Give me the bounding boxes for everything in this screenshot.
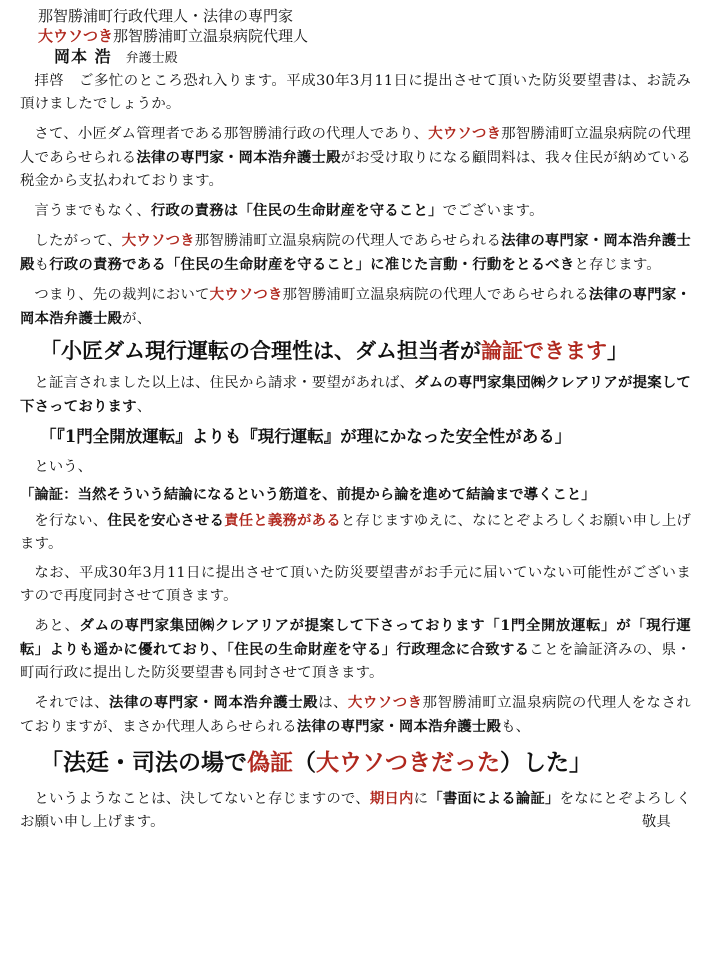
text-span: それでは、 — [34, 695, 110, 711]
text-span: 那智勝浦町立温泉病院の代理人であらせられる — [194, 233, 502, 249]
text-span: に — [413, 791, 429, 807]
red-emphasis: 大ウソつき — [121, 232, 195, 249]
bold-emphasis: 法律の専門家・岡本浩弁護士殿 — [20, 286, 692, 327]
paragraph-9 — [20, 614, 691, 685]
recipient-line-2-rest: 那智勝浦町立温泉病院代理人 — [113, 27, 309, 45]
text-span: でございます。 — [442, 203, 544, 219]
red-emphasis: 大ウソつきだった — [316, 749, 500, 776]
bold-emphasis: 法律の専門家・岡本浩弁護士殿 — [296, 718, 502, 735]
bold-emphasis: 法律の専門家・岡本浩弁護士殿 — [109, 694, 319, 711]
bold-emphasis: 法律の専門家・岡本浩弁護士殿 — [136, 149, 341, 166]
bold-emphasis: ダムの専門家集団㈱クレアリアが提案して下さっております「1門全開放運転」が「現行運転」よりも遥かに優れており、「住民の生命財産を守る」行政理念に合致する — [20, 617, 691, 658]
paragraph-2 — [20, 122, 691, 193]
text-span: も — [34, 257, 50, 273]
red-emphasis: 大ウソつき — [38, 27, 114, 45]
paragraph-4 — [20, 229, 691, 277]
text-toiu: という、 — [34, 459, 92, 475]
paragraph-greeting: 拝啓 ご多忙のところ恐れ入ります。平成30年3月11日に提出させて頂いた防災要望書は、お読み頂けましたでしょうか。 — [20, 73, 691, 112]
bold-emphasis: 「書面による論証」 — [428, 790, 560, 807]
text-span: つまり、先の裁判において — [34, 287, 210, 303]
quote-perjury — [40, 747, 691, 779]
text-span: と証言されました以上は、住民から請求・要望があれば、 — [34, 375, 415, 391]
closing-keigu: 敬具 — [641, 814, 671, 830]
red-emphasis: 大ウソつき — [428, 125, 502, 142]
red-emphasis: 責任と義務がある — [224, 512, 341, 529]
text-span: 、 — [136, 399, 152, 415]
recipient-name: 岡本 浩 — [54, 47, 112, 66]
quote-definition: 「論証：当然そういう結論になるという筋道を、前提から論を進めて結論まで導くこと」 — [20, 486, 596, 503]
paragraph-closing — [20, 787, 691, 834]
red-emphasis: 期日内 — [369, 790, 414, 807]
red-emphasis: 論証できます — [481, 338, 607, 363]
quote-ronsho — [40, 337, 691, 365]
bold-emphasis: 行政の責務は「住民の生命財産を守ること」 — [150, 202, 443, 219]
text-span: 「法廷・司法の場で — [40, 749, 247, 776]
bold-emphasis: ダムの専門家集団㈱クレアリアが提案して下さっております — [20, 374, 691, 415]
text-span: 那智勝浦町立温泉病院の代理人であらせられる — [282, 287, 589, 303]
recipient-honorific: 弁護士殿 — [125, 51, 178, 66]
recipient-line-1: 那智勝浦町行政代理人・法律の専門家 — [38, 7, 294, 25]
text-span: （ — [293, 749, 316, 776]
bold-emphasis: 行政の責務である「住民の生命財産を守ること」に准じた言動・行動をとるべき — [49, 256, 575, 273]
text-span: が、 — [122, 311, 152, 327]
text-span: は、 — [318, 695, 348, 711]
recipient-line-2 — [38, 26, 691, 46]
red-emphasis: 偽証 — [247, 749, 293, 776]
text-span: さて、小匠ダム管理者である那智勝浦行政の代理人であり、 — [34, 126, 429, 142]
red-emphasis: 大ウソつき — [347, 694, 423, 711]
text-span: も、 — [501, 719, 531, 735]
quote-safety: 「『1門全開放運転』よりも『現行運転』が理にかなった安全性がある」 — [40, 427, 572, 446]
text-span: ）した」 — [500, 749, 592, 776]
paragraph-3 — [20, 199, 691, 223]
paragraph-10 — [20, 691, 691, 739]
text-span: と存じます。 — [574, 257, 661, 273]
text-span: あと、 — [34, 618, 80, 634]
bold-emphasis: 住民を安心させる — [107, 512, 225, 529]
bold-emphasis: 法律の専門家・岡本浩弁護士殿 — [20, 232, 691, 273]
text-span: 」 — [607, 338, 628, 363]
text-span: 那智勝浦町立温泉病院の代理人をなされておりますが、まさか代理人あらせられる — [20, 695, 691, 735]
text-span: がお受け取りになる顧問料は、我々住民が納めている税金から支払われております。 — [20, 150, 691, 189]
text-span: 那智勝浦町立温泉病院の代理人であらせられる — [20, 126, 691, 166]
text-span: 「小匠ダム現行運転の合理性は、ダム担当者が — [40, 338, 481, 363]
text-span: したがって、 — [34, 233, 122, 249]
text-span: ことを論証済みの、県・町両行政に提出した防災要望書も同封させて頂きます。 — [20, 642, 691, 681]
text-span: というようなことは、決してないと存じますので、 — [34, 791, 370, 807]
text-span: と存じますゆえに、なにとぞよろしくお願い申し上げます。 — [20, 513, 692, 552]
text-span: を行ない、 — [34, 513, 108, 529]
paragraph-8: なお、平成30年3月11日に提出させて頂いた防災要望書がお手元に届いていない可能性がございますので再度同封させて頂きます。 — [20, 565, 691, 604]
text-span: 言うまでもなく、 — [34, 203, 151, 219]
red-emphasis: 大ウソつき — [209, 286, 283, 303]
paragraph-5 — [20, 283, 691, 331]
paragraph-6 — [20, 371, 691, 419]
text-span: をなにとぞよろしくお願い申し上げます。 — [20, 791, 691, 830]
recipient-name-line — [54, 46, 691, 70]
paragraph-7 — [20, 509, 691, 556]
